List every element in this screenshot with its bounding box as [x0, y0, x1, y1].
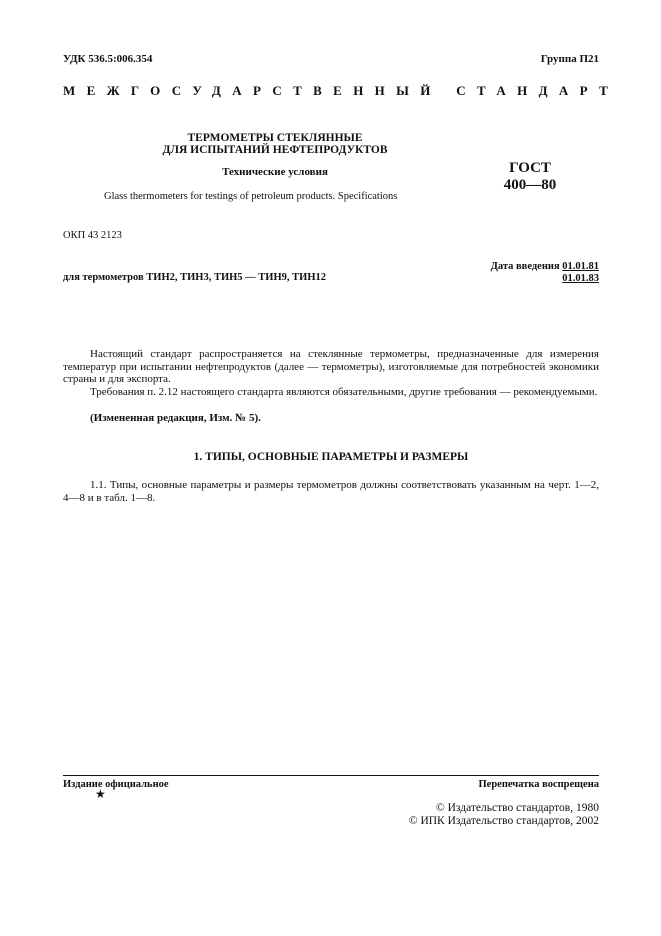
- star-icon: ★: [95, 787, 106, 801]
- gost-number: 400—80: [503, 177, 557, 193]
- requirements-paragraph: Требования п. 2.12 настоящего стандарта являются обязательными, другие требования — рекомендуемыми.: [90, 386, 598, 398]
- english-title: Glass thermometers for testings of petroleum products. Specifications: [104, 191, 398, 202]
- copyright-1980: © Издательство стандартов, 1980: [435, 802, 599, 814]
- document-subtitle: Технические условия: [222, 166, 328, 178]
- amendment-note: (Измененная редакция, Изм. № 5).: [90, 412, 261, 424]
- introduction-date-1: 01.01.81: [562, 261, 599, 272]
- udk-code: УДК 536.5:006.354: [63, 53, 153, 65]
- footer-divider: [63, 775, 599, 776]
- title-line-1: ТЕРМОМЕТРЫ СТЕКЛЯННЫЕ: [187, 132, 363, 144]
- introduction-dates: [440, 261, 599, 285]
- introduction-date-2: 01.01.83: [562, 273, 599, 284]
- section-1-title: 1. ТИПЫ, ОСНОВНЫЕ ПАРАМЕТРЫ И РАЗМЕРЫ: [193, 451, 469, 463]
- group-code: Группа П21: [540, 53, 599, 65]
- reprint-prohibited: Перепечатка воспрещена: [478, 779, 599, 790]
- title-line-2: ДЛЯ ИСПЫТАНИЙ НЕФТЕПРОДУКТОВ: [162, 144, 388, 156]
- introduction-date-line-1: [440, 261, 599, 273]
- gost-label: ГОСТ: [509, 160, 551, 176]
- intro-paragraph: Настоящий стандарт распространяется на стеклянные термометры, предназначенные для измерения температур при испытании нефтепродуктов (далее — термометры), изготовляемые для потребностей экономики страны и для экспорта.: [63, 348, 599, 385]
- official-edition: Издание официальное: [63, 779, 169, 790]
- introduction-date-label: Дата введения: [490, 261, 560, 272]
- copyright-2002: © ИПК Издательство стандартов, 2002: [408, 815, 599, 827]
- scope-line: для термометров ТИН2, ТИН3, ТИН5 — ТИН9, ТИН12: [63, 272, 326, 283]
- clause-1-1: 1.1. Типы, основные параметры и размеры термометров должны соответствовать указанным на черт. 1—2, 4—8 и в табл. 1—8.: [63, 479, 599, 504]
- interstate-standard-heading: МЕЖГОСУДАРСТВЕННЫЙ СТАНДАРТ: [63, 83, 620, 98]
- document-title: [120, 132, 430, 156]
- okp-code: ОКП 43 2123: [63, 230, 122, 241]
